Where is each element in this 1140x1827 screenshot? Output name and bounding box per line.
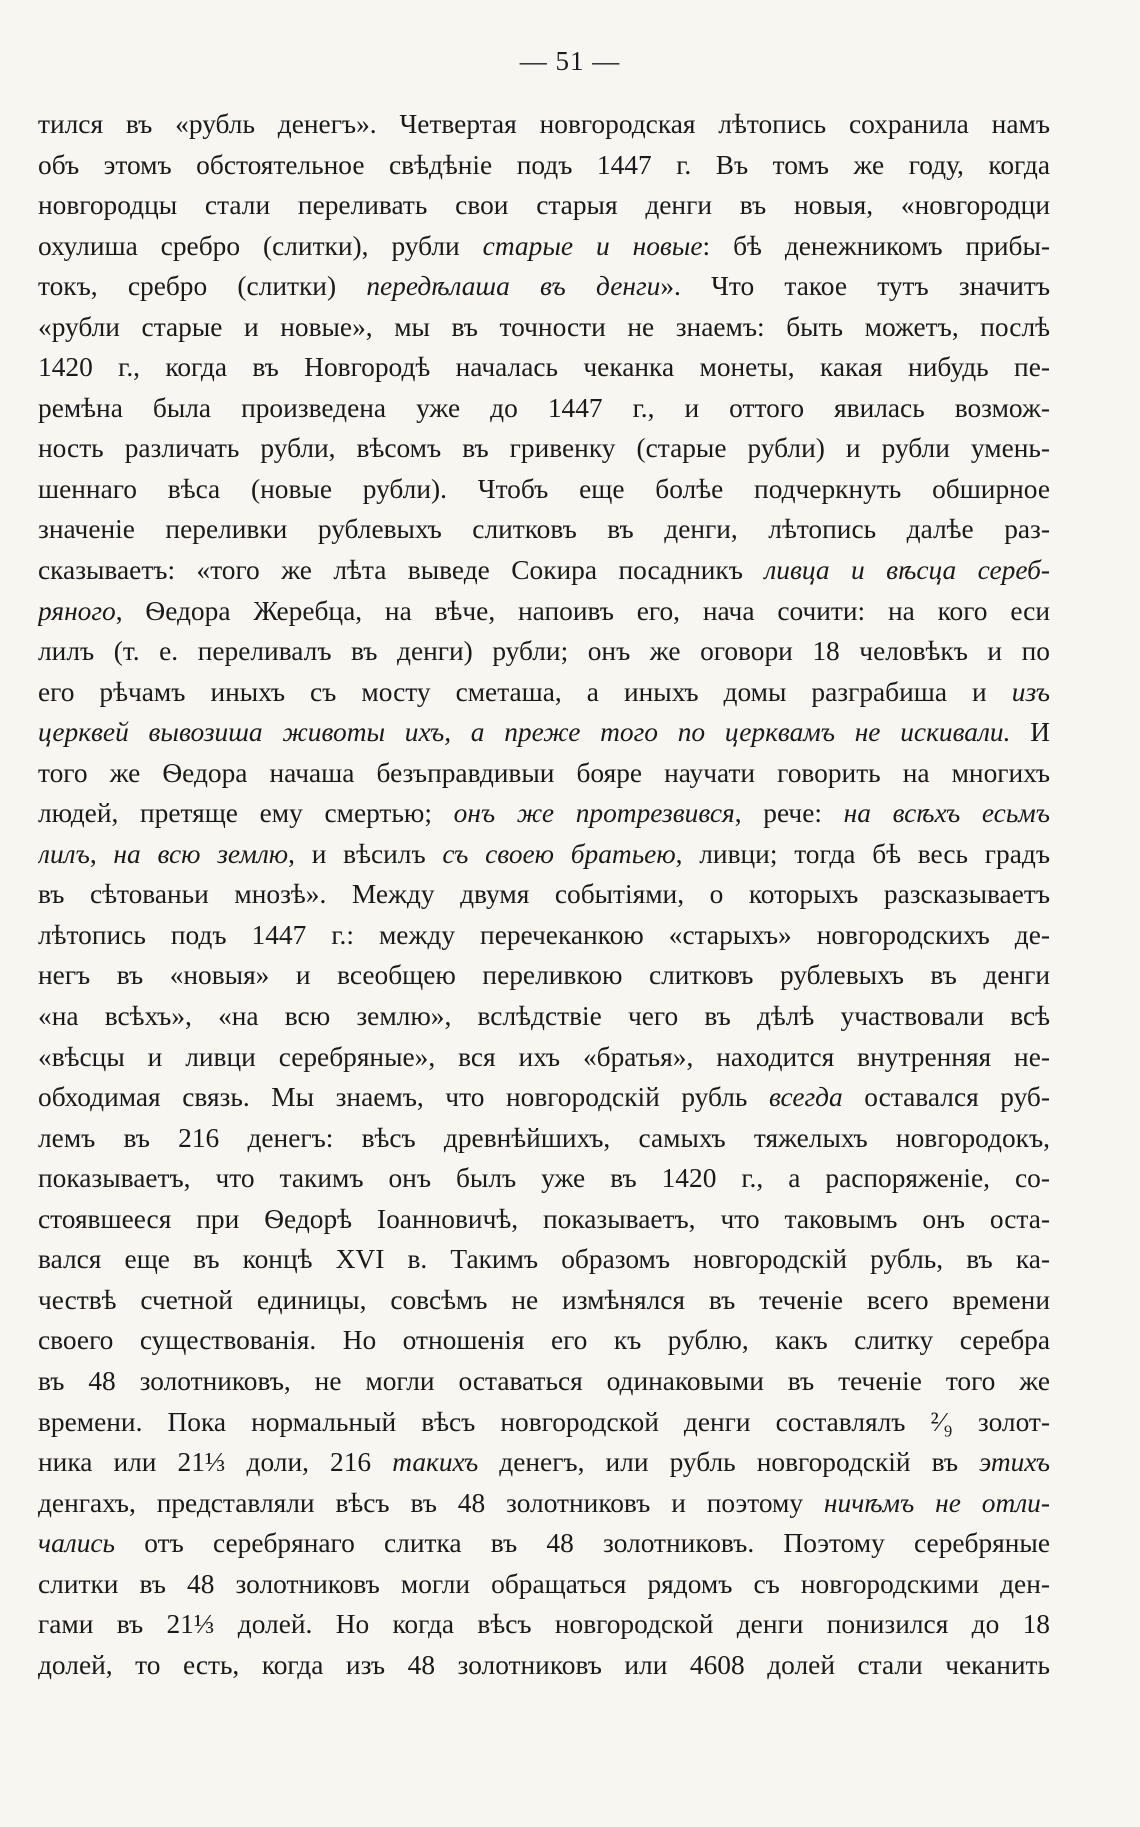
italic-segment: такихъ — [392, 1447, 479, 1478]
text-line — [38, 996, 1050, 1037]
text-line — [38, 1320, 1050, 1361]
text-line — [38, 185, 1050, 226]
text-line — [38, 550, 1050, 591]
text-segment: гами въ 21⅓ долей. Но когда вѣсъ новгородской денги понизился до 18 — [38, 1609, 1050, 1640]
text-line — [38, 1523, 1050, 1564]
italic-segment: этихъ — [979, 1447, 1050, 1478]
text-line — [38, 1239, 1050, 1280]
text-line — [38, 1564, 1050, 1605]
italic-segment: чались — [38, 1528, 116, 1559]
italic-segment: ливца и вѣсца сереб- — [764, 555, 1050, 586]
text-segment: негъ въ «новыя» и всеобщею переливкою слитковъ рублевыхъ въ денги — [38, 960, 1050, 991]
text-segment: своего существованія. Но отношенія его къ рублю, какъ слитку серебра — [38, 1325, 1050, 1356]
text-segment: отъ серебрянаго слитка въ 48 золотниковъ. Поэтому серебряные — [115, 1528, 1050, 1559]
text-segment: его рѣчамъ иныхъ съ мосту сметаша, а иныхъ домы разграбиша и — [38, 676, 1012, 707]
text-line — [38, 1280, 1050, 1321]
italic-segment: ничѣмъ не отли- — [823, 1487, 1050, 1518]
text-segment: ность различать рубли, вѣсомъ въ гривенку (старые рубли) и рубли умень- — [38, 433, 1050, 464]
text-segment: : бѣ денежникомъ прибы- — [702, 230, 1050, 261]
text-segment: охулиша сребро (слитки), рубли — [38, 230, 483, 261]
text-line — [38, 1158, 1050, 1199]
italic-segment: на всѣхъ есьмъ — [843, 798, 1050, 829]
text-segment: , и вѣсилъ — [288, 838, 443, 869]
text-line — [38, 1037, 1050, 1078]
text-segment: людей, претяще ему смертью; — [38, 798, 454, 829]
text-line — [38, 793, 1050, 834]
page-number: — 51 — — [519, 46, 621, 76]
italic-segment: лилъ — [38, 838, 90, 869]
text-line — [38, 955, 1050, 996]
text-segment: того же Ѳедора начаша безъправдивыи бояре научати говорить на многихъ — [38, 757, 1050, 788]
italic-segment: изъ — [1011, 676, 1050, 707]
text-line — [38, 1077, 1050, 1118]
text-line — [38, 104, 1050, 145]
italic-segment: церквей вывозиша животы ихъ, а преже того по церквамъ не искивали. — [38, 717, 1011, 748]
text-line — [38, 226, 1050, 267]
text-segment: , рече: — [734, 798, 844, 829]
text-segment: сказываетъ: «того же лѣта выведе Сокира посадникъ — [38, 555, 765, 586]
text-line — [38, 834, 1050, 875]
text-segment: денгахъ, представляли вѣсъ въ 48 золотниковъ и поэтому — [38, 1487, 824, 1518]
text-line — [38, 307, 1050, 348]
text-line — [38, 1442, 1050, 1483]
text-line — [38, 347, 1050, 388]
italic-segment: ряного — [38, 595, 116, 626]
text-line — [38, 266, 1050, 307]
text-segment: ремѣна была произведена уже до 1447 г., и оттого явилась возмож- — [38, 392, 1050, 423]
text-segment: «вѣсцы и ливци серебряные», вся ихъ «братья», находится внутренняя не- — [38, 1041, 1050, 1072]
body-text — [38, 104, 1050, 1685]
italic-segment: на всю землю — [113, 838, 289, 869]
text-line — [38, 469, 1050, 510]
text-line — [38, 1199, 1050, 1240]
text-segment: вался еще въ концѣ XVI в. Такимъ образомъ новгородскій рубль, въ ка- — [38, 1244, 1050, 1275]
text-segment: въ сѣтованьи мнозѣ». Между двумя событіями, о которыхъ разсказываетъ — [38, 879, 1050, 910]
text-segment: лемъ въ 216 денегъ: вѣсъ древнѣйшихъ, самыхъ тяжелыхъ новгородокъ, — [38, 1122, 1050, 1153]
text-line — [38, 1604, 1050, 1645]
text-segment: времени. Пока нормальный вѣсъ новгородской денги составлялъ ²⁄₉ золот- — [38, 1406, 1050, 1437]
text-segment: новгородцы стали переливать свои старыя денги въ новыя, «новгородци — [38, 190, 1050, 221]
italic-segment: онъ же протрезвився — [453, 798, 735, 829]
text-segment: обходимая связь. Мы знаемъ, что новгородскій рубль — [38, 1082, 769, 1113]
text-segment: ». Что такое тутъ значитъ — [660, 271, 1050, 302]
text-segment: 1420 г., когда въ Новгородѣ началась чеканка монеты, какая нибудь пе- — [38, 352, 1050, 383]
text-segment: лилъ (т. е. переливалъ въ денги) рубли; онъ же оговори 18 человѣкъ и по — [38, 636, 1050, 667]
text-segment: шеннаго вѣса (новые рубли). Чтобъ еще болѣе подчеркнуть обширное — [38, 473, 1050, 504]
text-segment: слитки въ 48 золотниковъ могли обращаться рядомъ съ новгородскими ден- — [38, 1568, 1050, 1599]
text-segment: , — [89, 838, 114, 869]
text-line — [38, 753, 1050, 794]
text-line — [38, 388, 1050, 429]
text-segment: оставался руб- — [842, 1082, 1050, 1113]
text-line — [38, 509, 1050, 550]
text-line — [38, 1361, 1050, 1402]
text-segment: показываетъ, что такимъ онъ былъ уже въ 1420 г., а распоряженіе, со- — [38, 1163, 1050, 1194]
text-segment: тился въ «рубль денегъ». Четвертая новгородская лѣтопись сохранила намъ — [38, 109, 1050, 139]
text-segment: «на всѣхъ», «на всю землю», вслѣдствіе чего въ дѣлѣ участвовали всѣ — [38, 1001, 1050, 1032]
text-line — [38, 1118, 1050, 1159]
text-line — [38, 428, 1050, 469]
text-segment: чествѣ счетной единицы, совсѣмъ не измѣнялся въ теченіе всего времени — [38, 1284, 1050, 1315]
italic-segment: всегда — [769, 1082, 843, 1113]
text-line — [38, 874, 1050, 915]
text-line — [38, 631, 1050, 672]
text-line — [38, 712, 1050, 753]
text-line — [38, 915, 1050, 956]
text-segment: токъ, сребро (слитки) — [38, 271, 367, 302]
text-segment: долей, то есть, когда изъ 48 золотниковъ или 4608 долей стали чеканить — [38, 1649, 1050, 1680]
text-line — [38, 145, 1050, 186]
text-segment: ника или 21⅓ доли, 216 — [38, 1447, 393, 1478]
text-line — [38, 672, 1050, 713]
text-line — [38, 1645, 1050, 1686]
text-segment: «рубли старые и новые», мы въ точности не знаемъ: быть можетъ, послѣ — [38, 311, 1050, 342]
text-line — [38, 591, 1050, 632]
text-line — [38, 1402, 1050, 1443]
italic-segment: съ своею братьею — [442, 838, 676, 869]
text-segment: И — [1010, 717, 1050, 748]
text-segment: стоявшееся при Ѳедорѣ Іоанновичѣ, показываетъ, что таковымъ онъ оста- — [38, 1203, 1050, 1234]
italic-segment: передѣлаша въ денги — [366, 271, 661, 302]
text-segment: , ливци; тогда бѣ весь градъ — [675, 838, 1050, 869]
text-line — [38, 1483, 1050, 1524]
text-segment: значеніе переливки рублевыхъ слитковъ въ денги, лѣтопись далѣе раз- — [38, 514, 1050, 545]
text-segment: , Ѳедора Жеребца, на вѣче, напоивъ его, нача сочити: на кого еси — [115, 595, 1050, 626]
text-segment: лѣтопись подъ 1447 г.: между перечеканкою «старыхъ» новгородскихъ де- — [38, 919, 1050, 950]
text-segment: въ 48 золотниковъ, не могли оставаться одинаковыми въ теченіе того же — [38, 1365, 1050, 1396]
text-segment: объ этомъ обстоятельное свѣдѣніе подъ 1447 г. Въ томъ же году, когда — [38, 149, 1050, 180]
italic-segment: старые и новые — [482, 230, 703, 261]
text-segment: денегъ, или рубль новгородскій въ — [478, 1447, 980, 1478]
